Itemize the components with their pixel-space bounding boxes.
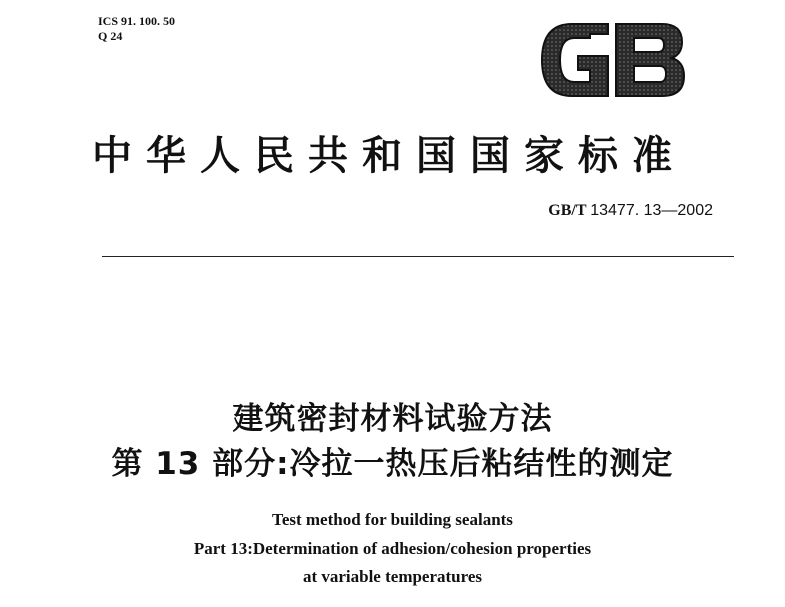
gb-logo-letter-g [542, 24, 608, 96]
ics-code: ICS 91. 100. 50 [98, 14, 176, 28]
standard-number-prefix: GB/T [548, 202, 587, 219]
english-title-line-1: Test method for building sealants [272, 510, 513, 529]
gb-logo-letter-b [616, 24, 684, 96]
standard-number-value: 13477. 13—2002 [590, 202, 713, 219]
national-standard-title: 中华人民共和国国家标准 [92, 132, 686, 179]
classification-codes [98, 14, 175, 44]
chinese-title-line-1: 建筑密封材料试验方法 [232, 401, 553, 437]
header-divider [102, 256, 734, 257]
standard-number [548, 202, 713, 220]
chinese-title-line-2: 第 13 部分:冷拉一热压后粘结性的测定 [111, 446, 674, 482]
gb-logo [538, 20, 688, 100]
ccs-code: Q 24 [98, 29, 123, 43]
english-title-line-2: Part 13:Determination of adhesion/cohesion properties [193, 539, 592, 558]
english-title-line-3: at variable temperatures [302, 567, 483, 586]
